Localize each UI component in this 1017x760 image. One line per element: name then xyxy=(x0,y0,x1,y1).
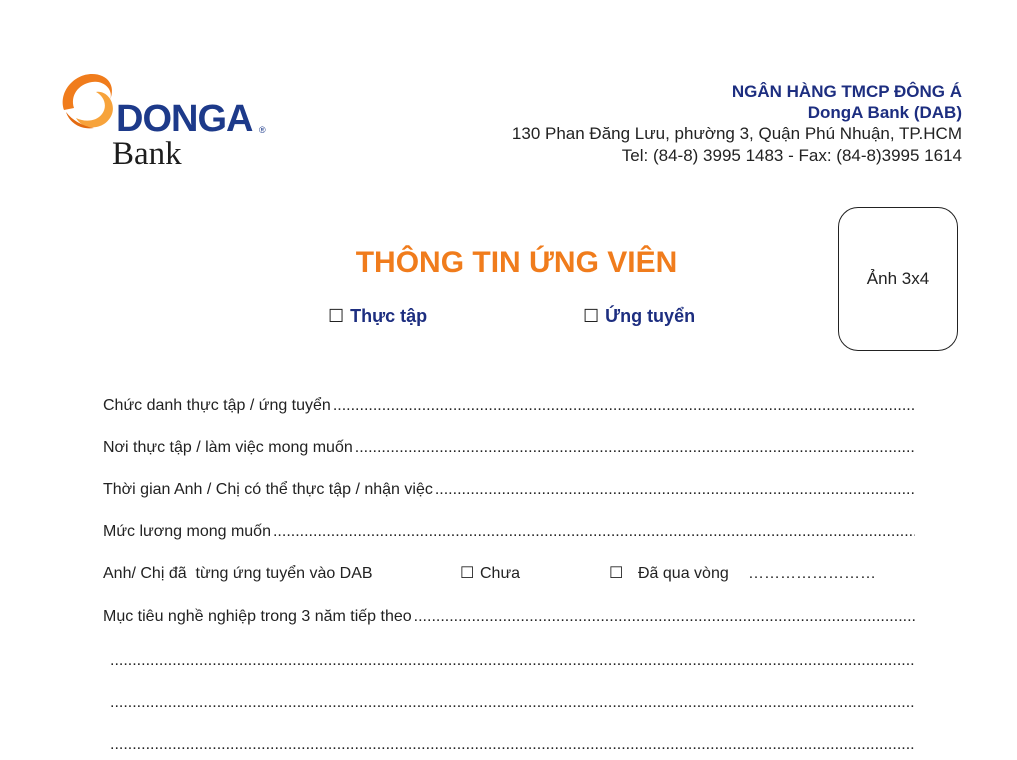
photo-box xyxy=(838,207,958,351)
logo-subname: Bank xyxy=(112,136,182,172)
field-location[interactable] xyxy=(103,437,915,459)
bank-address: 130 Phan Đăng Lưu, phường 3, Quận Phú Nhuận, TP.HCM xyxy=(511,124,962,143)
field-career-goal[interactable] xyxy=(103,606,915,628)
donga-bank-logo xyxy=(56,70,286,180)
checkbox-icon[interactable]: ☐ xyxy=(460,565,475,582)
option-internship[interactable] xyxy=(328,306,427,327)
fill-line[interactable] xyxy=(108,692,915,714)
option-no-label: Chưa xyxy=(480,565,521,582)
checkbox-icon[interactable]: ☐ xyxy=(328,306,345,326)
field-label: Mức lương mong muốn xyxy=(103,523,271,540)
form-title: THÔNG TIN ỨNG VIÊN xyxy=(355,246,678,279)
checkbox-icon[interactable]: ☐ xyxy=(609,565,624,582)
bank-name-vn: NGÂN HÀNG TMCP ĐÔNG Á xyxy=(731,82,962,101)
option-apply-label: Ứng tuyển xyxy=(605,306,696,326)
option-apply[interactable] xyxy=(583,306,695,327)
logo-registered-mark: ® xyxy=(259,125,266,135)
fill-line[interactable] xyxy=(353,437,915,459)
field-position[interactable] xyxy=(103,395,915,417)
field-label: Nơi thực tập / làm việc mong muốn xyxy=(103,439,353,456)
field-label: Chức danh thực tập / ứng tuyển xyxy=(103,397,331,414)
continuation-line[interactable] xyxy=(108,692,915,714)
field-salary[interactable] xyxy=(103,521,915,543)
checkbox-icon[interactable]: ☐ xyxy=(583,306,600,326)
logo-wordmark: DONGA xyxy=(116,98,253,140)
bank-contact: Tel: (84-8) 3995 1483 - Fax: (84-8)3995 1614 xyxy=(621,146,962,165)
fill-line[interactable] xyxy=(108,650,915,672)
field-availability[interactable] xyxy=(103,479,915,501)
fill-line[interactable] xyxy=(331,395,915,417)
option-passed-round-label: Đã qua vòng xyxy=(638,565,729,582)
fill-line[interactable] xyxy=(271,521,915,543)
applied-before-label: Anh/ Chị đã từng ứng tuyển vào DAB xyxy=(103,565,373,582)
bank-info xyxy=(512,81,962,167)
field-label: Mục tiêu nghề nghiệp trong 3 năm tiếp theo xyxy=(103,608,412,625)
continuation-line[interactable] xyxy=(108,650,915,672)
continuation-line[interactable] xyxy=(108,734,915,756)
fill-line[interactable] xyxy=(108,734,915,756)
fill-line[interactable] xyxy=(412,606,915,628)
bank-name-en: DongA Bank (DAB) xyxy=(807,103,962,122)
passed-round-blank[interactable]: …………………… xyxy=(748,565,876,582)
photo-label: Ảnh 3x4 xyxy=(866,269,930,288)
option-internship-label: Thực tập xyxy=(350,306,428,326)
field-label: Thời gian Anh / Chị có thể thực tập / nhận việc xyxy=(103,481,433,498)
fill-line[interactable] xyxy=(433,479,915,501)
